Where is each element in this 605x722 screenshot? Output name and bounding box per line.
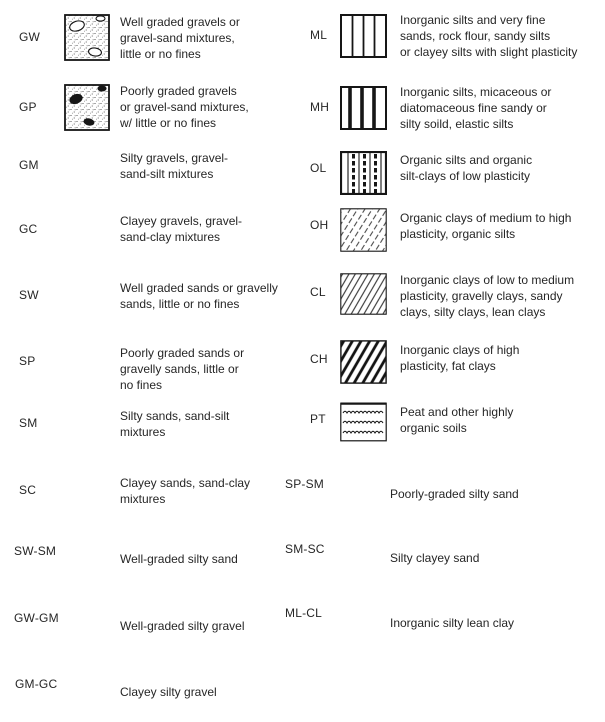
wavy-horizontal-lines-swatch — [340, 402, 387, 442]
description-line: Well-graded silty sand — [120, 552, 238, 566]
description-line: sand-silt mixtures — [120, 167, 214, 181]
diagonal-dashed-hatch-swatch — [340, 208, 387, 252]
description-line: gravel-sand mixtures, — [120, 31, 235, 45]
description-line: or clayey silts with slight plasticity — [400, 45, 578, 59]
soil-code: GC — [19, 222, 38, 236]
description-line: Well-graded silty gravel — [120, 619, 245, 633]
soil-description — [120, 150, 228, 182]
soil-description — [120, 345, 244, 393]
soil-description — [120, 14, 240, 62]
soil-code: MH — [310, 100, 330, 114]
description-line: or gravel-sand mixtures, — [120, 100, 249, 114]
soil-description — [120, 213, 242, 245]
soil-code: OH — [310, 218, 329, 232]
soil-code: OL — [310, 161, 327, 175]
description-line: Poorly-graded silty sand — [390, 487, 519, 501]
description-line: Peat and other highly — [400, 405, 514, 419]
soil-code: SM — [19, 416, 38, 430]
soil-code: GP — [19, 100, 37, 114]
description-line: Silty clayey sand — [390, 551, 480, 565]
description-line: silty soild, elastic silts — [400, 117, 514, 131]
soil-description — [120, 618, 245, 634]
soil-description — [390, 550, 479, 566]
soil-code: SW-SM — [14, 544, 57, 558]
soil-code: GW-GM — [14, 611, 59, 625]
description-line: Poorly graded sands or — [120, 346, 245, 360]
soil-code: PT — [310, 412, 326, 426]
description-line: Poorly graded gravels — [120, 84, 237, 98]
soil-description — [400, 84, 551, 132]
stippled-gravel-outlined-cobbles-swatch — [64, 14, 110, 61]
description-line: sands, little or no fines — [120, 297, 240, 311]
description-line: clays, silty clays, lean clays — [400, 305, 546, 319]
description-line: Well graded sands or gravelly — [120, 281, 278, 295]
description-line: plasticity, fat clays — [400, 359, 496, 373]
soil-code: CL — [310, 285, 326, 299]
description-line: plasticity, organic silts — [400, 227, 516, 241]
description-line: mixtures — [120, 492, 166, 506]
soil-code: SP-SM — [285, 477, 325, 491]
soil-description — [400, 152, 532, 184]
description-line: organic soils — [400, 421, 467, 435]
description-line: plasticity, gravelly clays, sandy — [400, 289, 563, 303]
soil-description — [400, 210, 571, 242]
description-line: Inorganic clays of high — [400, 343, 520, 357]
soil-description — [390, 486, 519, 502]
soil-code: SM-SC — [285, 542, 325, 556]
description-line: Inorganic silts, micaceous or — [400, 85, 552, 99]
description-line: little or no fines — [120, 47, 201, 61]
soil-description — [120, 280, 278, 312]
soil-code: ML — [310, 28, 328, 42]
description-line: diatomaceous fine sandy or — [400, 101, 547, 115]
stippled-gravel-black-cobbles-swatch — [64, 84, 110, 131]
vertical-thick-bars-swatch — [340, 86, 387, 130]
soil-code: GW — [19, 30, 41, 44]
soil-code: SP — [19, 354, 36, 368]
description-line: Silty gravels, gravel- — [120, 151, 229, 165]
soil-description — [400, 272, 574, 320]
description-line: silt-clays of low plasticity — [400, 169, 531, 183]
description-line: Well graded gravels or — [120, 15, 240, 29]
description-line: w/ little or no fines — [120, 116, 217, 130]
description-line: sands, rock flour, sandy silts — [400, 29, 551, 43]
description-line: Clayey silty gravel — [120, 685, 217, 699]
soil-code: SW — [19, 288, 39, 302]
soil-code: CH — [310, 352, 328, 366]
soil-code: GM — [19, 158, 39, 172]
soil-description — [120, 83, 249, 131]
description-line: Silty sands, sand-silt — [120, 409, 230, 423]
description-line: Organic silts and organic — [400, 153, 533, 167]
soil-description — [400, 342, 519, 374]
diagonal-hatch-swatch — [340, 273, 387, 315]
description-line: mixtures — [120, 425, 166, 439]
soil-code: GM-GC — [15, 677, 58, 691]
soil-description — [120, 475, 250, 507]
soil-description — [120, 408, 229, 440]
description-line: sand-clay mixtures — [120, 230, 221, 244]
soil-description — [400, 12, 577, 60]
description-line: Inorganic clays of low to medium — [400, 273, 575, 287]
description-line: Clayey gravels, gravel- — [120, 214, 243, 228]
description-line: Organic clays of medium to high — [400, 211, 572, 225]
soil-code: ML-CL — [285, 606, 323, 620]
soil-code: SC — [19, 483, 37, 497]
description-line: gravelly sands, little or — [120, 362, 239, 376]
description-line: Inorganic silty lean clay — [390, 616, 515, 630]
soil-description — [400, 404, 513, 436]
description-line: no fines — [120, 378, 163, 392]
diagonal-thick-hatch-swatch — [340, 340, 387, 384]
description-line: Inorganic silts and very fine — [400, 13, 546, 27]
soil-description — [120, 551, 238, 567]
soil-description — [390, 615, 514, 631]
soil-description — [120, 684, 217, 700]
vertical-lines-swatch — [340, 14, 387, 58]
description-line: Clayey sands, sand-clay — [120, 476, 251, 490]
vertical-dashed-lines-swatch — [340, 151, 387, 195]
